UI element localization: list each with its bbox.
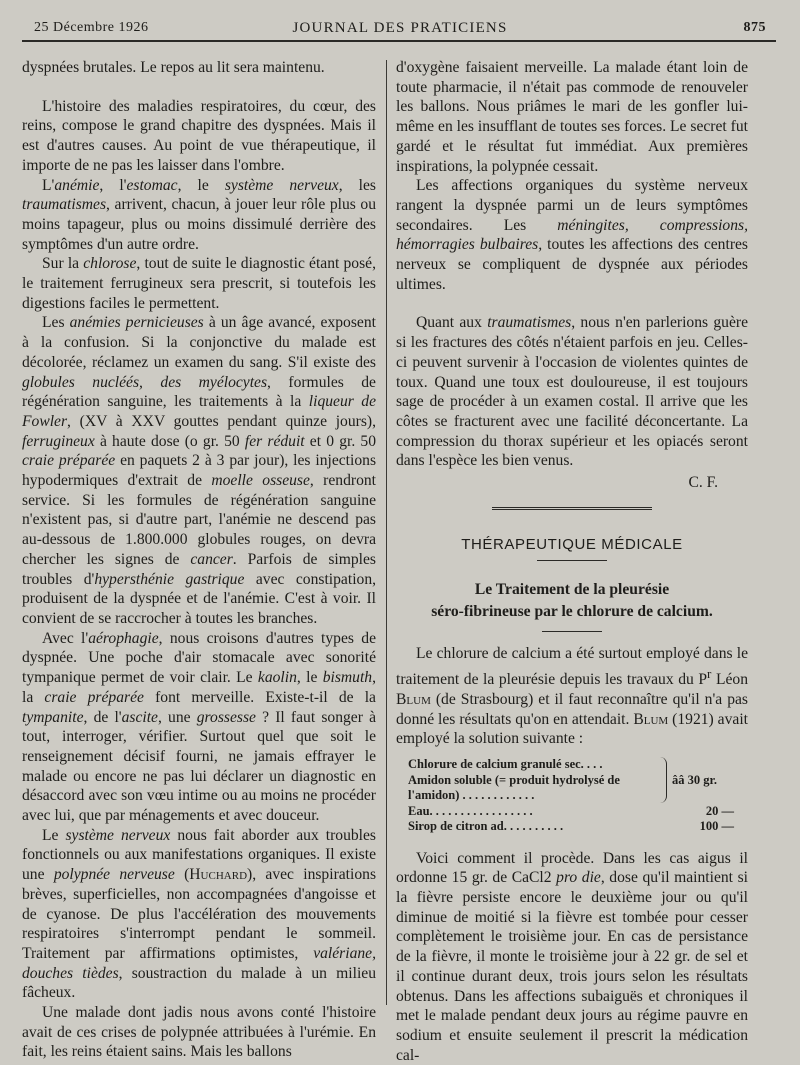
author-signature: C. F. (688, 474, 718, 492)
section-title: THÉRAPEUTIQUE MÉDICALE (461, 535, 683, 553)
paragraph: Quant aux traumatismes, nous n'en parlerions guère si les fractures des côtés n'étaient parfois en jeu. Celles-ci peuvent survenir à l'occasion de violentes quintes de toux. Quand une toux est douloureuse, il est toujours sage de procéder à un examen costal. Il arrive que les côtes se fracturent avec une facilité déconcertante. La compression du thorax supérieur et les opiacés seront dans l'espèce les bien venus. (396, 314, 749, 470)
article-title-line: Le Traitement de la pleurésie (474, 581, 670, 599)
header-rule (22, 40, 776, 42)
paragraph: Sur la chlorose, tout de suite le diagnostic étant posé, le traitement ferrugineux sera prescrit, si toutefois les digestions faciles le permettent. (22, 255, 376, 312)
paragraph: Les affections organiques du système nerveux rangent la dyspnée parmi un de leurs symptômes secondaires. Les méningites, compressions, hémorragies bulbaires, toutes les affections des centres nerveux se compliquent de dyspnée aux périodes ultimes. (396, 177, 748, 293)
right-column (396, 58, 748, 1065)
formula-ingredient: Amidon soluble (= produit hydrolysé de (408, 772, 620, 787)
formula-ingredient: Eau. . . . . . . . . . . . . . . . . (408, 803, 533, 818)
paragraph: L'anémie, l'estomac, le système nerveux, les traumatismes, arrivent, chacun, à jouer leur rôle plus ou moins tapageur, plus ou moins dissimulé derrière des symptômes d'un autre ordre. (22, 176, 376, 253)
section-separator (492, 507, 652, 513)
article-title-line: séro-fibrineuse par le chlorure de calcium. (431, 603, 713, 621)
brace (660, 757, 667, 803)
formula-amount: 100 — (699, 819, 734, 834)
header-date: 25 Décembre 1926 (34, 20, 149, 35)
paragraph: Une malade dont jadis nous avons conté l'histoire avait de ces crises de polypnée attribuées à l'urémie. En fait, les reins étaient sains. Mais les ballons (22, 1004, 376, 1061)
journal-title: JOURNAL DES PRATICIENS (292, 20, 508, 36)
page-number: 875 (743, 20, 766, 35)
section-title-rule (537, 560, 607, 561)
paragraph: Le chlorure de calcium a été surtout employé dans le traitement de la pleurésie depuis les travaux du $P^r$ Léon Blum (de Strasbourg) et il faut reconnaître qu'il n'a pas donné les résultats qu'on en attendait. Blum (1921) avait employé la solution suivante : (396, 645, 748, 748)
column-divider (386, 60, 387, 1005)
paragraph: L'histoire des maladies respiratoires, du cœur, des reins, compose le grand chapitre des dyspnées. Mais il est d'autres causes. Au point de vue thérapeutique, il importe de ne pas les laisser dans l'ombre. (22, 97, 376, 174)
running-header (34, 20, 766, 40)
paragraph: Voici comment il procède. Dans les cas aigus il ordonne 15 gr. de CaCl2 pro die, dose qu'il maintient si la fièvre persiste encore le deuxième jour ou qu'il diminue de moitié si la fièvre est tombée pour cesser complètement le troisième jour. En cas de persistance de la fièvre, il monte le troisième jour à 22 gr. de sel et il continue durant deux, trois jours selon les résultats obtenus. Dans les affections subaiguës et chroniques il met le malade pendant deux jours au régime pauvre en sodium et ensuite seulement il prescrit la médication cal- (396, 849, 748, 1064)
formula-ingredient: Sirop de citron ad. . . . . . . . . . (408, 819, 564, 834)
formula-ingredient: l'amidon) . . . . . . . . . . . . (408, 788, 535, 803)
paragraph: Le système nerveux nous fait aborder aux troubles fonctionnels ou aux manifestations organiques. Il existe une polypnée nerveuse (Huchard), avec inspirations brèves, superficielles, non accompagnées d'angoisse et de cyanose. De plus l'accélération des mouvements respiratoires s'interrompt pendant le sommeil. Traitement par affirmations optimistes, valériane, douches tièdes, soustraction du malade à un milieu fâcheux. (22, 826, 377, 1002)
paragraph: Avec l'aérophagie, nous croisons d'autres types de dyspnée. Une poche d'air stomacale avec sonorité tympanique permet de voir clair. Le kaolin, le bismuth, la craie préparée font merveille. Existe-t-il de la tympanite, de l'ascite, une grossesse ? Il faut songer à tout, interroger, vérifier. Surtout quel que soit le renseignement décisif fourni, ne jamais effrayer le malade ou encore ne pas lui déclarer un diagnostic en désaccord avec son vœu intime ou au moins ne procéder avec lui, que par ménagements et avec douceur. (22, 629, 376, 825)
formula-shared-amount: ââ 30 gr. (672, 773, 718, 788)
article-title (396, 579, 748, 623)
paragraph: dyspnées brutales. Le repos au lit sera maintenu. (22, 59, 325, 76)
formula-amount: 20 — (705, 803, 734, 818)
article-title-rule (542, 631, 602, 632)
formula-ingredient: Chlorure de calcium granulé sec. . . . (408, 757, 603, 772)
paragraph: Les anémies pernicieuses à un âge avancé, exposent à la confusion. Si la conjonctive du malade est décolorée, réclamez un examen du sang. S'il existe des globules nucléés, des myélocytes, formules de régénération sanguine, les traitements à la liqueur de Fowler, (XV à XXV gouttes pendant quinze jours), ferrugineux à haute dose (o gr. 50 fer réduit et 0 gr. 50 craie préparée en paquets 2 à 3 par jour), les injections hypodermiques d'extrait de moelle osseuse, rendront service. Si les formules de régénération sanguine n'existent pas, si d'autre part, l'anémie ne descend pas au-dessous de 1.800.000 globules rouges, on devra chercher les signes de cancer. Parfois de simples troubles d'hypersthénie gastrique avec constipation, produisent de la dyspnée et de l'anémie. C'est à voir. Il convient de se raccrocher à toutes les branches. (22, 314, 377, 627)
prescription-formula (408, 757, 748, 835)
left-column (22, 58, 376, 1062)
paragraph: d'oxygène faisaient merveille. La malade étant loin de toute pharmacie, il n'était pas commode de renouveler les ballons. Nous priâmes le mari de les gonfler lui-même en les insufflant de toutes ses forces. Le secret fut gardé et le résultat fut immédiat. Aux premières inspirations, la polypnée cessait. (396, 59, 748, 175)
